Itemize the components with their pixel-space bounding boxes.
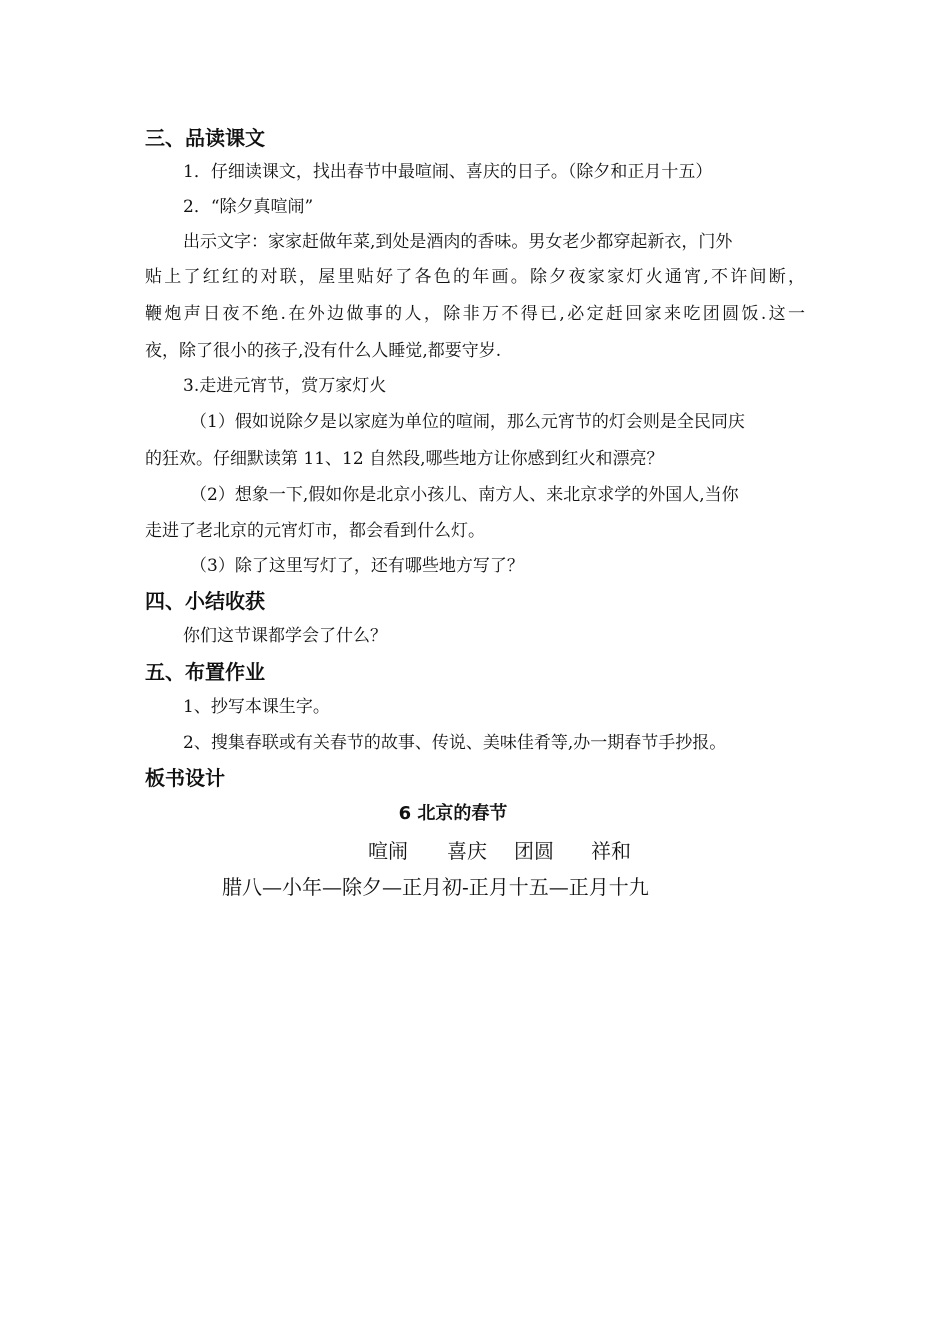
section-3-heading: 三、品读课文: [145, 126, 265, 150]
board-timeline: 腊八—小年—除夕—正月初-正月十五—正月十九: [222, 875, 649, 899]
question-1-line-1: （1）假如说除夕是以家庭为单位的喧闹，那么元宵节的灯会则是全民同庆: [190, 412, 745, 432]
section-3-item-1: 1．仔细读课文，找出春节中最喧闹、喜庆的日子。（除夕和正月十五）: [183, 162, 713, 182]
homework-item-1: 1、抄写本课生字。: [183, 697, 330, 717]
board-keywords: [0, 836, 950, 866]
board-keyword: 喧闹: [368, 839, 408, 863]
question-3: （3）除了这里写灯了，还有哪些地方写了？: [190, 556, 524, 576]
passage-line-3: 鞭炮声日夜不绝.在外边做事的人，除非万不得已,必定赶回家来吃团圆饭.这一: [145, 304, 805, 324]
board-design-heading: 板书设计: [145, 766, 225, 790]
passage-line-2: 贴上了红红的对联，屋里贴好了各色的年画。除夕夜家家灯火通宵,不许间断，: [145, 267, 805, 287]
section-3-item-3: 3.走进元宵节，赏万家灯火: [183, 376, 387, 396]
board-title: 6 北京的春节: [398, 803, 508, 824]
question-1-line-2: 的狂欢。仔细默读第 11、12 自然段,哪些地方让你感到红火和漂亮？: [145, 449, 664, 469]
passage-line-1: 出示文字：家家赶做年菜,到处是酒肉的香味。男女老少都穿起新衣，门外: [183, 232, 733, 252]
question-2-line-2: 走进了老北京的元宵灯市，都会看到什么灯。: [145, 521, 485, 541]
section-4-heading: 四、小结收获: [145, 589, 265, 613]
board-keyword: 团圆: [514, 839, 554, 863]
section-4-text: 你们这节课都学会了什么？: [183, 626, 387, 646]
question-2-line-1: （2）想象一下,假如你是北京小孩儿、南方人、来北京求学的外国人,当你: [190, 485, 739, 505]
homework-item-2: 2、搜集春联或有关春节的故事、传说、美味佳肴等,办一期春节手抄报。: [183, 733, 727, 753]
section-5-heading: 五、布置作业: [145, 660, 265, 684]
board-keyword: 喜庆: [447, 839, 487, 863]
passage-line-4: 夜，除了很小的孩子,没有什么人睡觉,都要守岁.: [145, 341, 502, 361]
board-keyword: 祥和: [591, 839, 631, 863]
section-3-item-2: 2．“除夕真喧闹”: [183, 197, 314, 217]
